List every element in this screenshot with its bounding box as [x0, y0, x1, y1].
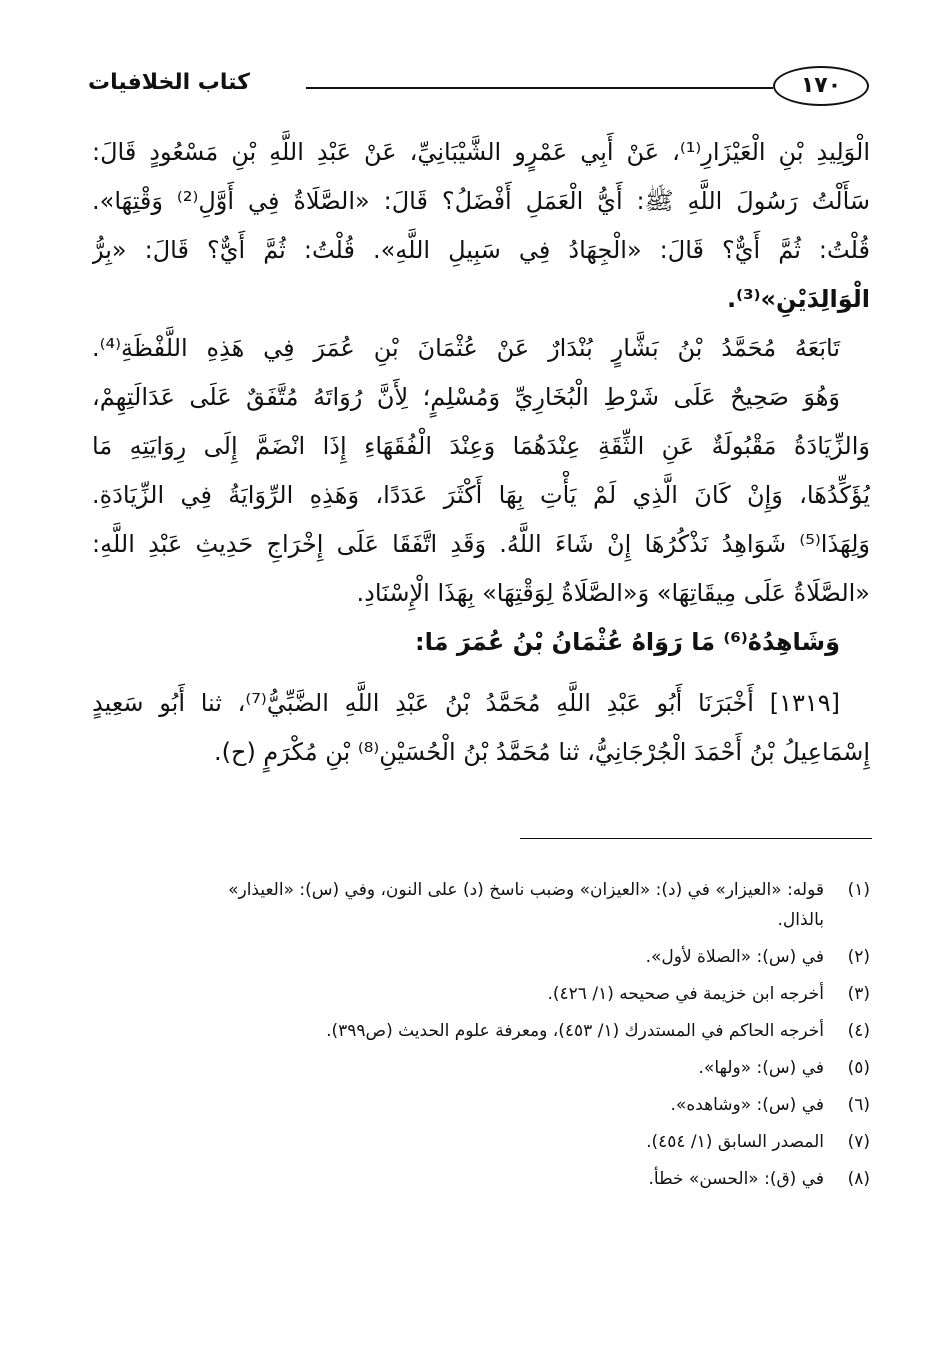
footnote-number: (٥) [847, 1058, 870, 1078]
footnote-number: (٤) [847, 1021, 870, 1041]
footnote-text: في (س): «وشاهده». [670, 1095, 824, 1115]
footnote-text: في (ق): «الحسن» خطأ. [648, 1169, 824, 1189]
footnote [92, 1124, 870, 1161]
text-line: «الصَّلَاةُ عَلَى مِيقَاتِهَا» وَ«الصَّلَاةُ لِوَقْتِهَا» بِهَذَا الْإِسْنَادِ. [356, 579, 870, 607]
footnote-separator [520, 838, 872, 839]
footnote [92, 1050, 870, 1087]
text-line: سَأَلْتُ رَسُولَ اللَّهِ ﷺ: أَيُّ الْعَمَلِ أَفْضَلُ؟ قَالَ: «الصَّلَاةُ فِي أَوَّلِ⁽²⁾ وَقْتِهَا». [92, 187, 870, 215]
footnote [92, 1087, 870, 1124]
footnote-number: (٢) [847, 947, 870, 967]
page-header [88, 66, 873, 110]
footnote-number: (٧) [847, 1132, 870, 1152]
footnote [92, 939, 870, 976]
text-line: إِسْمَاعِيلُ بْنُ أَحْمَدَ الْجُرْجَانِيُّ، ثنا مُحَمَّدُ بْنُ الْحُسَيْنِ⁽⁸⁾ بْنِ مُكْرَمٍ (ح). [213, 738, 870, 766]
text-line: الْوَلِيدِ بْنِ الْعَيْزَارِ⁽¹⁾، عَنْ أَبِي عَمْرٍو الشَّيْبَانِيِّ، عَنْ عَبْدِ اللَّهِ بْنِ مَسْعُودٍ قَالَ: [92, 138, 870, 166]
main-text [92, 128, 870, 777]
footnotes [92, 872, 870, 1198]
footnote-number: (٣) [847, 984, 870, 1004]
footnote-text: أخرجه ابن خزيمة في صحيحه (١/ ٤٢٦). [547, 984, 824, 1004]
text-line: وَلِهَذَا⁽⁵⁾ شَوَاهِدُ نَذْكُرُهَا إِنْ شَاءَ اللَّهُ. وَقَدِ اتَّفَقَا عَلَى إِخْرَاجِ حَدِيثِ عَبْدِ اللَّهِ: [92, 530, 870, 558]
header-rule [306, 87, 763, 89]
book-title: كتاب الخلافيات [88, 70, 250, 95]
footnote-text: قوله: «العيزار» في (د): «العيزان» وضبب ناسخ (د) على النون، وفي (س): «العيذار» [228, 880, 824, 900]
text-line: تَابَعَهُ مُحَمَّدُ بْنُ بَشَّارٍ بُنْدَارٌ عَنْ عُثْمَانَ بْنِ عُمَرَ فِي هَذِهِ اللَّفْظَةِ⁽⁴⁾. [92, 334, 840, 362]
footnote-number: (٨) [847, 1169, 870, 1189]
footnote-text: في (س): «الصلاة لأول». [645, 947, 824, 967]
header-rule-short [751, 87, 773, 89]
footnote-text: في (س): «ولها». [698, 1058, 824, 1078]
text-line: الْوَالِدَيْنِ»⁽³⁾. [727, 285, 870, 313]
text-line: وَالزِّيَادَةُ مَقْبُولَةٌ عَنِ الثِّقَةِ عِنْدَهُمَا وَعِنْدَ الْفُقَهَاءِ إِذَا انْضَمَّ إِلَى رِوَايَتِهِ مَا [92, 432, 870, 460]
hadith-1319-line: [١٣١٩] أَخْبَرَنَا أَبُو عَبْدِ اللَّهِ مُحَمَّدُ بْنُ عَبْدِ اللَّهِ الضَّبِّيُّ⁽⁷⁾، ثنا أَبُو سَعِيدٍ [92, 689, 840, 717]
footnote [92, 1161, 870, 1198]
footnote [92, 872, 870, 909]
text-line: وَهُوَ صَحِيحٌ عَلَى شَرْطِ الْبُخَارِيِّ وَمُسْلِمٍ؛ لِأَنَّ رُوَاتَهُ مُتَّفَقٌ عَلَى عَدَالَتِهِمْ، [92, 383, 840, 411]
footnote [92, 976, 870, 1013]
page-number: ١٧٠ [773, 66, 869, 106]
footnote-number: (٦) [847, 1095, 870, 1115]
footnote-text: المصدر السابق (١/ ٤٥٤). [646, 1132, 824, 1152]
footnote-number: (١) [847, 880, 870, 900]
footnote-continuation: بالذال. [777, 910, 824, 930]
text-line: يُؤَكِّدُهَا، وَإِنْ كَانَ الَّذِي لَمْ يَأْتِ بِهَا أَكْثَرَ عَدَدًا، وَهَذِهِ الرِّوَايَةُ فِي الزِّيَادَةِ. [92, 481, 870, 509]
footnote-text: أخرجه الحاكم في المستدرك (١/ ٤٥٣)، ومعرفة علوم الحديث (ص٣٩٩). [326, 1021, 824, 1041]
section-heading: وَشَاهِدُهُ⁽⁶⁾ مَا رَوَاهُ عُثْمَانُ بْنُ عُمَرَ مَا: [415, 628, 840, 656]
text-line: قُلْتُ: ثُمَّ أَيٌّ؟ قَالَ: «الْجِهَادُ فِي سَبِيلِ اللَّهِ». قُلْتُ: ثُمَّ أَيٌّ؟ قَالَ: «بِرُّ [92, 236, 870, 264]
footnote [92, 1013, 870, 1050]
